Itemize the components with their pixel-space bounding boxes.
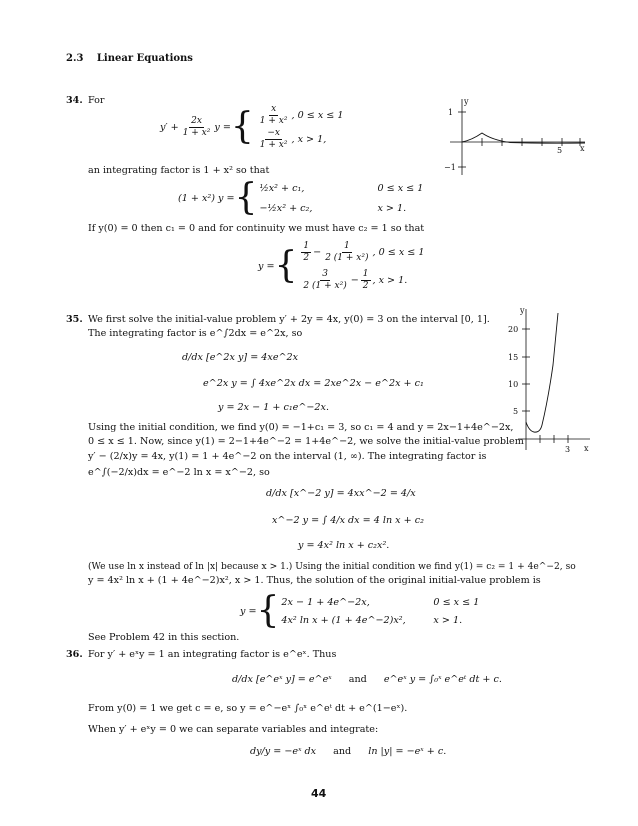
problem-35-eq-5: x^−2 y = ∫ 4/x dx = 4 ln x + c₂ bbox=[272, 515, 424, 526]
problem-36-number: 36. bbox=[66, 649, 83, 660]
graph2-curve bbox=[526, 313, 558, 432]
problem-35-eq-1: d/dx [e^2x y] = 4xe^2x bbox=[182, 352, 299, 363]
problem-36-eq-2: dy/y = −eˣ dx and ln |y| = −eˣ + c. bbox=[250, 746, 447, 757]
problem-35-para-3: y′ − (2/x)y = 4x, y(1) = 1 + 4e^−2 on the interval (1, ∞). The integrating factor is bbox=[88, 451, 487, 462]
problem-35-solution: y = { 2x − 1 + 4e^−2x, 0 ≤ x ≤ 1 4x² ln x + (1 + 4e^−2)x², x > 1. bbox=[240, 590, 480, 631]
problem-35-para-2: 0 ≤ x ≤ 1. Now, since y(1) = 2−1+4e^−2 = 1+4e^−2, we solve the initial-value problem bbox=[88, 436, 524, 447]
problem-34-text-2: If y(0) = 0 then c₁ = 0 and for continuity we must have c₂ = 1 so that bbox=[88, 223, 425, 234]
problem-36-line-1: For y′ + eˣy = 1 an integrating factor is e^eˣ. Thus bbox=[88, 649, 337, 660]
problem-34-number: 34. bbox=[66, 95, 83, 106]
problem-36-eq-1: d/dx [e^eˣ y] = e^eˣ and e^eˣ y = ∫₀ˣ e^eᵗ dt + c. bbox=[232, 674, 502, 685]
problem-35-graph bbox=[500, 305, 594, 455]
problem-34-intro: For bbox=[88, 95, 105, 106]
graph2-tick-x: 3 bbox=[565, 445, 571, 454]
problem-35-para-5: (We use ln x instead of ln |x| because x > 1.) Using the initial condition we find y(1) = c₂ = 1 + 4e^−2, so bbox=[88, 562, 576, 572]
graph2-tick-10: 10 bbox=[508, 380, 519, 389]
problem-35-see: See Problem 42 in this section. bbox=[88, 632, 240, 643]
problem-35-eq-6: y = 4x² ln x + c₂x². bbox=[298, 540, 390, 551]
problem-35-line-2: The integrating factor is e^∫2dx = e^2x, so bbox=[88, 328, 303, 339]
graph1-tick-top: 1 bbox=[448, 108, 454, 117]
graph2-tick-15: 15 bbox=[508, 353, 519, 362]
problem-36-line-3: When y′ + eˣy = 0 we can separate variables and integrate: bbox=[88, 724, 379, 735]
problem-35-para-6: y = 4x² ln x + (1 + 4e^−2)x², x > 1. Thus, the solution of the original initial-value problem is bbox=[88, 575, 541, 586]
problem-35-eq-2: e^2x y = ∫ 4xe^2x dx = 2xe^2x − e^2x + c₁ bbox=[203, 378, 424, 389]
graph2-tick-5: 5 bbox=[513, 407, 519, 416]
problem-34-text-1: an integrating factor is 1 + x² so that bbox=[88, 165, 270, 176]
graph2-y-label: y bbox=[520, 306, 525, 315]
problem-34-graph bbox=[440, 95, 590, 177]
graph1-x-label: x bbox=[580, 144, 585, 153]
graph2-tick-20: 20 bbox=[508, 325, 519, 334]
problem-35-eq-3: y = 2x − 1 + c₁e^−2x. bbox=[218, 402, 329, 413]
section-title: Linear Equations bbox=[96, 53, 193, 64]
section-number: 2.3 bbox=[66, 53, 84, 64]
problem-35-para-4: e^∫(−2/x)dx = e^−2 ln x = x^−2, so bbox=[88, 467, 270, 478]
problem-36-line-2: From y(0) = 1 we get c = e, so y = e^−eˣ ∫₀ˣ e^eᵗ dt + e^(1−eˣ). bbox=[88, 703, 408, 714]
problem-34-ode: y′ + $\frac{2x}{\text{1 + x²}}$ y = { $\frac{x}{\text{1 + x²}}$ , 0 ≤ x ≤ 1 $\frac{-x}{\text{1 + x²}}$ , x > 1, bbox=[160, 103, 344, 150]
graph1-y-label: y bbox=[464, 97, 469, 106]
problem-35-line-1: We first solve the initial-value problem y′ + 2y = 4x, y(0) = 3 on the interval [0, 1]. bbox=[88, 314, 490, 325]
graph1-tick-x: 5 bbox=[557, 146, 563, 155]
problem-34-eq2: (1 + x²) y = { ½x² + c₁, 0 ≤ x ≤ 1 −½x² + c₂, x > 1. bbox=[178, 177, 424, 218]
problem-35-para-1: Using the initial condition, we find y(0) = −1+c₁ = 3, so c₁ = 4 and y = 2x−1+4e^−2x, bbox=[88, 422, 514, 433]
problem-34-eq3: y = { $\frac{1}{2}$ − $\frac{1}{\text{2 (1 + x²)}}$ , 0 ≤ x ≤ 1 $\frac{3}{\text{2 (1 + x²)}}$ − $\frac{1}{2}$ , x > 1. bbox=[258, 240, 425, 291]
problem-35-number: 35. bbox=[66, 314, 83, 325]
section-header bbox=[66, 53, 193, 64]
page-number: 44 bbox=[311, 787, 327, 800]
problem-35-eq-4: d/dx [x^−2 y] = 4xx^−2 = 4/x bbox=[266, 488, 416, 499]
graph1-tick-bottom: −1 bbox=[444, 163, 456, 172]
graph2-x-label: x bbox=[584, 444, 589, 453]
